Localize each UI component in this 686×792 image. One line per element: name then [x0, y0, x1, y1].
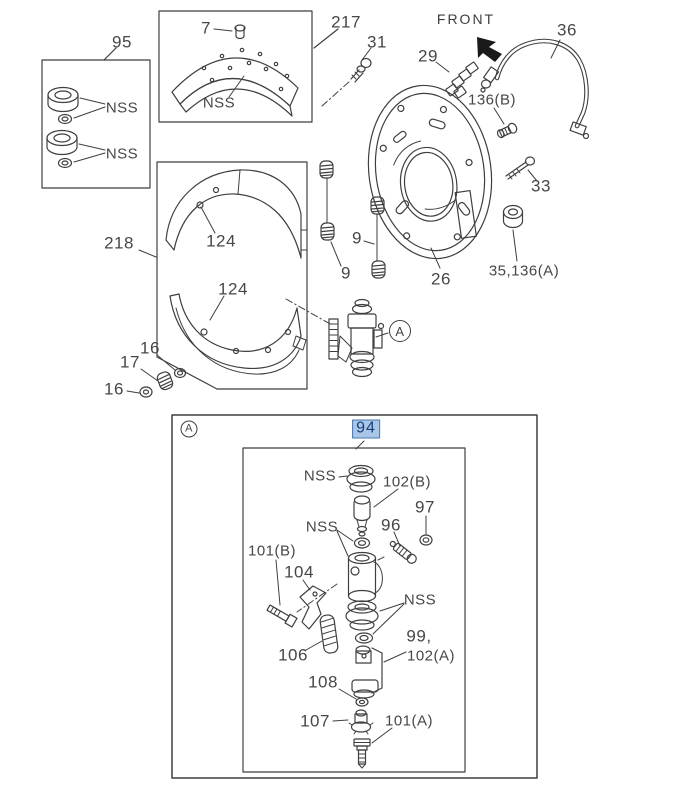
callout-106[interactable]: 106 [278, 645, 308, 665]
callout-94-selected[interactable]: 94 [352, 420, 380, 439]
callout-17[interactable]: 17 [120, 352, 140, 372]
callout-33[interactable]: 33 [531, 176, 551, 196]
callout-108[interactable]: 108 [308, 672, 338, 692]
box-218-shoes [139, 162, 307, 389]
box-217-lining [159, 11, 338, 122]
label-nss-95-bottom: NSS [105, 145, 139, 163]
callout-35-136A[interactable]: 35,136(A) [488, 262, 560, 280]
cap-35 [504, 206, 523, 262]
callout-217[interactable]: 217 [331, 12, 361, 32]
bolt-31 [322, 48, 371, 106]
callout-16-bottom[interactable]: 16 [104, 379, 124, 399]
callout-104[interactable]: 104 [284, 562, 314, 582]
kit-box-A-badge: A [181, 421, 198, 438]
callout-99[interactable]: 99, [406, 626, 432, 646]
callout-107[interactable]: 107 [300, 711, 330, 731]
label-nss-95-top: NSS [105, 99, 139, 117]
callout-124-bottom[interactable]: 124 [218, 279, 248, 299]
callout-36[interactable]: 36 [557, 20, 577, 40]
label-nss-217: NSS [202, 94, 236, 112]
callout-101B[interactable]: 101(B) [247, 542, 297, 560]
callout-29[interactable]: 29 [418, 46, 438, 66]
callout-218[interactable]: 218 [104, 233, 134, 253]
callout-97[interactable]: 97 [415, 497, 435, 517]
callout-101A[interactable]: 101(A) [384, 712, 434, 730]
callout-102A[interactable]: 102(A) [406, 647, 456, 665]
front-direction-label: FRONT [436, 11, 496, 27]
callout-16-top[interactable]: 16 [140, 338, 160, 358]
bleeder-136B [494, 108, 518, 140]
callout-96[interactable]: 96 [381, 515, 401, 535]
label-nss-mid: NSS [305, 518, 339, 536]
label-nss-cap: NSS [303, 467, 337, 485]
reference-A-badge: A [389, 320, 411, 342]
callout-26[interactable]: 26 [431, 269, 451, 289]
callout-102B[interactable]: 102(B) [382, 473, 432, 491]
callout-124-top[interactable]: 124 [206, 231, 236, 251]
box-95-seal-kit [42, 48, 150, 188]
label-nss-low: NSS [403, 591, 437, 609]
callout-9-right[interactable]: 9 [352, 228, 362, 248]
callout-95[interactable]: 95 [112, 32, 132, 52]
front-arrow [477, 37, 502, 62]
callout-136B[interactable]: 136(B) [467, 91, 517, 109]
callout-31[interactable]: 31 [367, 32, 387, 52]
callout-9-left[interactable]: 9 [341, 263, 351, 283]
return-springs-9 [320, 161, 385, 278]
callout-7[interactable]: 7 [201, 18, 211, 38]
